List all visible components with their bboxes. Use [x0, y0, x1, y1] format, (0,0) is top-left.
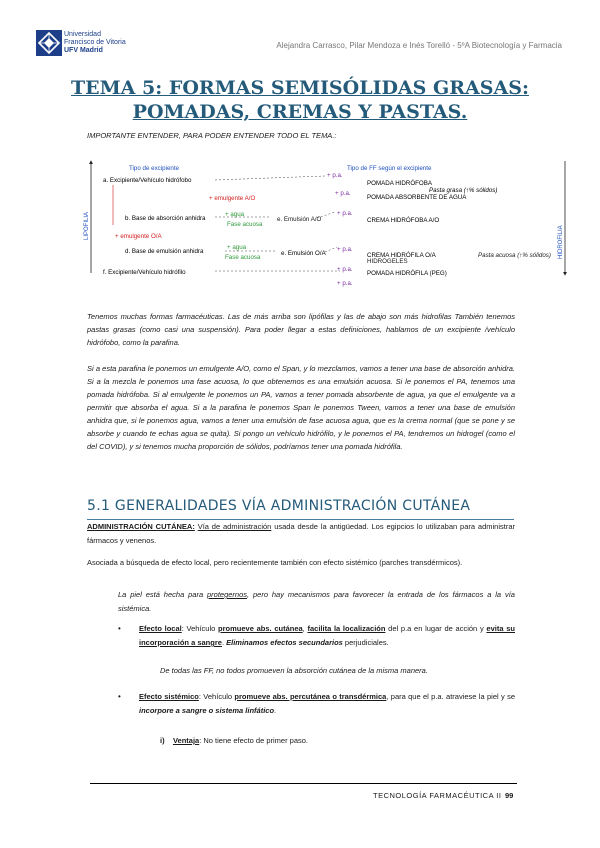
page-title [60, 76, 540, 124]
piel-post: , pero hay mecanismos para favorecer la entrada de los fármacos a la vía sistémica. [118, 590, 515, 613]
piel-underlined: protegernos [207, 590, 248, 599]
bullet-efecto-local [139, 622, 515, 650]
asociada-paragraph: Asociada a búsqueda de efecto local, pero recientemente también con efecto sistémico (parches transdérmicos). [87, 558, 463, 567]
sub-text: : No tiene efecto de primer paso. [199, 736, 309, 745]
axis-left-label: LIPOFILIA [84, 211, 90, 240]
logo-text [64, 31, 126, 56]
b1-t1: : Vehículo [181, 624, 219, 633]
bullet-efecto-sistemico [139, 690, 515, 718]
fase-d: Fase acuosa [225, 254, 261, 261]
b1-u3: evita su incorporación a sangre [139, 624, 515, 647]
emulgente-ao: + emulgente A/O [209, 195, 256, 202]
adm-text: usada desde la antigüedad. Los egipcios lo utilizaban para administrar fármacos y venenos. [87, 522, 515, 545]
row-a: a. Excipiente/Vehículo hidrófobo [103, 177, 192, 184]
pa-label: + p.a. [327, 172, 343, 179]
footer-rule [90, 783, 517, 784]
ff-crema-oa: CREMA HIDRÓFILA O/A [367, 252, 436, 259]
ff-pomada-hidrofoba: POMADA HIDRÓFOBA [367, 180, 432, 187]
piel-paragraph [118, 588, 515, 616]
b1-u2: facilita la localización [307, 624, 386, 633]
fase-b: Fase acuosa [227, 221, 263, 228]
header-authors: Alejandra Carrasco, Pilar Mendoza e Inés Torelló - 5ºA Biotecnología y Farmacia [276, 41, 562, 50]
b2-italic: incorpore a sangre o sistema linfático [139, 706, 275, 715]
intro-note: IMPORTANTE ENTENDER, PARA PODER ENTENDER TODO EL TEMA.: [87, 131, 337, 140]
adm-term: Vía de administración [197, 522, 272, 531]
b2-t1: : Vehículo [198, 692, 235, 701]
row-d: d. Base de emulsión anhidra [125, 248, 204, 255]
ff-crema-ao: CREMA HIDRÓFOBA A/O [367, 217, 440, 224]
title-line-2: POMADAS, CREMAS Y PASTAS. [132, 101, 468, 123]
pa-label: + p.a. [337, 280, 353, 287]
agua-b: + agua [225, 211, 245, 218]
administracion-paragraph [87, 520, 515, 548]
ff-pomada-hidrofila: POMADA HIDRÓFILA (PEG) [367, 270, 447, 277]
sub-item-ventaja [160, 734, 515, 748]
ff-pasta-grasa: Pasta grasa (↑% sólidos) [429, 187, 498, 194]
b1-t5: perjudiciales. [342, 638, 389, 647]
logo-line: UFV Madrid [64, 47, 103, 55]
right-header: Tipo de FF según el excipiente [347, 165, 432, 172]
sub-num: i) [160, 736, 165, 745]
b1-t3: del p.a en lugar de acción y [385, 624, 487, 633]
bullet-dot: • [118, 692, 121, 701]
agua-d: + agua [227, 244, 247, 251]
logo-line: Francisco de Vitoria [64, 39, 126, 47]
row-f: f. Excipiente/Vehículo hidrófilo [103, 269, 186, 276]
ff-hidrogeles: HIDROGELES [367, 258, 408, 265]
left-header: Tipo de excipiente [129, 165, 179, 172]
ufv-crest-icon [36, 30, 62, 56]
pa-label: + p.a. [337, 210, 353, 217]
title-line-1: TEMA 5: FORMAS SEMISÓLIDAS GRASAS: [71, 77, 529, 99]
emulsion-oa: e. Emulsión O/A [281, 250, 326, 257]
sub-label: Ventaja [172, 736, 200, 745]
b2-label: Efecto sistémico [139, 692, 199, 701]
university-logo [36, 30, 146, 58]
pa-label: + p.a. [335, 190, 351, 197]
piel-pre: La piel está hecha para [118, 590, 207, 599]
b1-t2: , [302, 624, 308, 633]
b1-t4: . [221, 638, 227, 647]
adm-label: ADMINISTRACIÓN CUTÁNEA: [87, 522, 195, 531]
b1-u1: promueve abs. cutánea [218, 624, 303, 633]
bullet1-note: De todas las FF, no todos promueven la absorción cutánea de la misma manera. [160, 666, 428, 675]
paragraph-2: Si a esta parafina le ponemos un emulgente A/O, como el Span, y lo mezclamos, vamos a tener una base de absorción anhidra. Si a la mezcla le ponemos una fase acuosa, lo que obtenemos es una emulsión acuosa. Si le ponemos el PA, tenemos una pomada hidrófoba. Si al emulgente le ponemos un PA, vamos a tener pomada absorbente de agua, ya que el emulgente va a permitir que absorba el agua. Si a la parafina le ponemos Span le ponemos Tween, vamos a tener una base de emulsión anhidra que, si le ponemos agua, vamos a tener una emulsión de fase acuosa agua, que es la crema normal (que se pone y se absorbe y cuando te echas agua se quita). Si pongo un vehículo hidrófilo, y le ponemos el PA, tendremos un hidrogel (como el del COVID), y si tenemos mucha proporción de sólidos, podríamos tener una pomada hidrófila. [87, 364, 515, 451]
ff-pasta-acuosa: Pasta acuosa (↑% sólidos) [478, 252, 551, 259]
b1-label: Efecto local [139, 624, 182, 633]
row-b: b. Base de absorción anhidra [125, 215, 206, 222]
pa-label: + p.a. [337, 246, 353, 253]
b2-t3: . [274, 706, 277, 715]
paragraph-1: Tenemos muchas formas farmacéuticas. Las de más arriba son lipófilas y las de abajo son más hidrofilas También tenemos pastas grasas (como casi una suspensión). Para poder llegar a estas definiciones, hablamos de un excipiente /vehículo hidrófobo, como la parafina. [87, 312, 515, 347]
emulsion-ao: e. Emulsión A/O [277, 216, 322, 223]
ff-pomada-absorbente: POMADA ABSORBENTE DE AGUA [367, 194, 467, 201]
axis-right-label: HIDROFILIA [558, 225, 564, 259]
footer-course: TECNOLOGÍA FARMACÉUTICA II [373, 791, 502, 800]
b2-u1: promueve abs. percutánea o transdérmica [234, 692, 387, 701]
b1-italic: Eliminamos efectos secundarios [226, 638, 343, 647]
pa-label: + p.a. [337, 266, 353, 273]
page-number: 99 [505, 791, 514, 800]
emulgente-oa: + emulgente O/A [115, 233, 162, 240]
section-heading: 5.1 GENERALIDADES VÍA ADMINISTRACIÓN CUTÁNEA [87, 498, 471, 514]
b2-t2: , para que el p.a. atraviese la piel y se [386, 692, 516, 701]
bullet-dot: • [118, 624, 121, 633]
logo-line: Universidad [64, 31, 101, 38]
